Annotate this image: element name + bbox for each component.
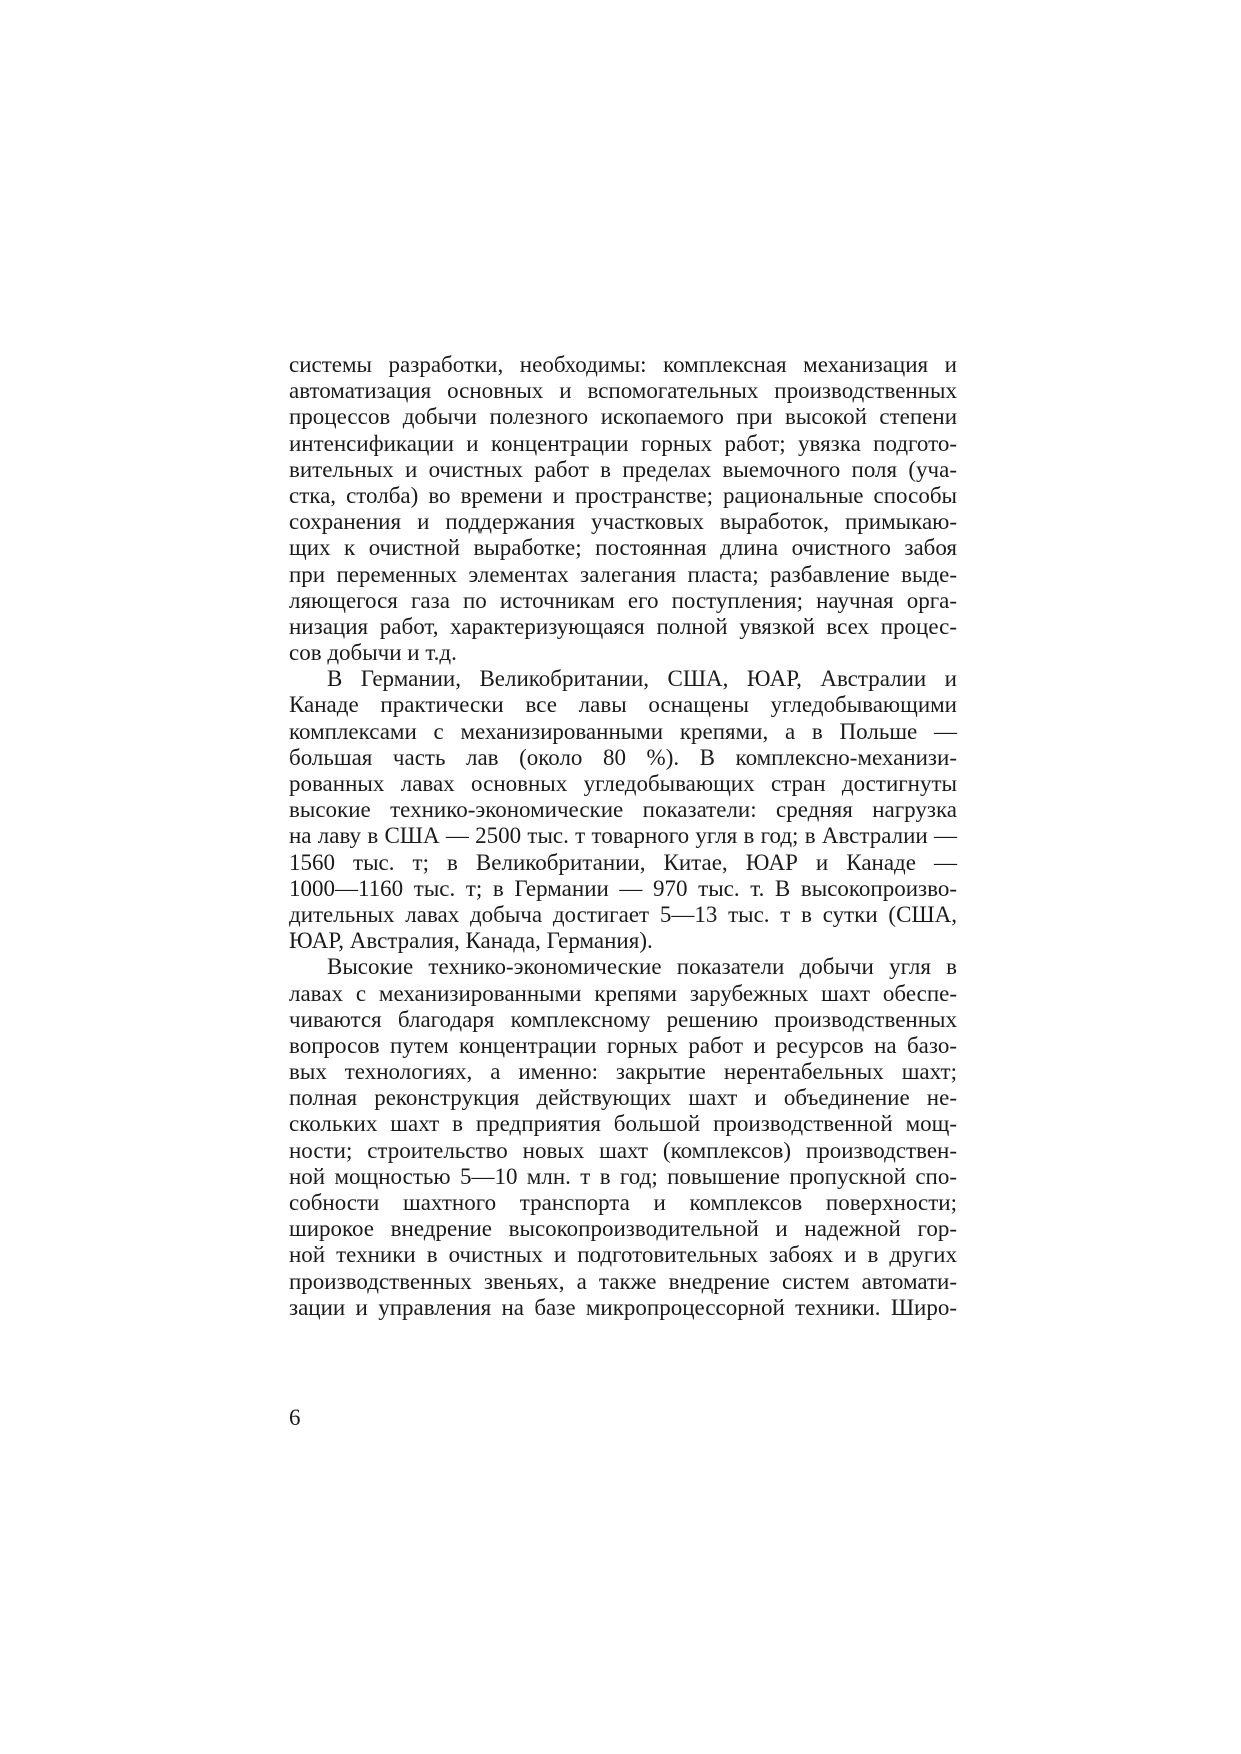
text-line: Канаде практически все лавы оснащены угледобывающими	[289, 692, 957, 718]
text-line: полная реконструкция действующих шахт и объединение не-	[289, 1085, 957, 1111]
text-line: высокие технико-экономические показатели: средняя нагрузка	[289, 797, 957, 823]
text-line: сохранения и поддержания участковых выработок, примыкаю-	[289, 509, 957, 535]
body-text	[289, 352, 957, 1321]
text-line: системы разработки, необходимы: комплексная механизация и	[289, 352, 957, 377]
text-line: вопросов путем концентрации горных работ и ресурсов на базо-	[289, 1032, 957, 1058]
text-line: щих к очистной выработке; постоянная длина очистного забоя	[289, 535, 957, 561]
text-line: низация работ, характеризующаяся полной увязкой всех процес-	[289, 613, 957, 639]
text-line: интенсификации и концентрации горных работ; увязка подгото-	[289, 430, 957, 456]
text-line: при переменных элементах залегания пласта; разбавление выде-	[289, 561, 957, 587]
text-line: В Германии, Великобритании, США, ЮАР, Австралии и	[327, 666, 957, 692]
text-line: ности; строительство новых шахт (комплексов) производствен-	[289, 1137, 957, 1163]
text-line: вых технологиях, а именно: закрытие нерентабельных шахт;	[289, 1059, 957, 1085]
text-line: чиваются благодаря комплексному решению производственных	[289, 1006, 957, 1032]
text-line: вительных и очистных работ в пределах выемочного поля (уча-	[289, 456, 957, 482]
text-line: широкое внедрение высокопроизводительной и надежной гор-	[289, 1216, 957, 1242]
text-line: большая часть лав (около 80 %). В комплексно-механизи-	[289, 744, 957, 770]
text-line: ной техники в очистных и подготовительных забоях и в других	[289, 1242, 957, 1268]
text-line: ЮАР, Австралия, Канада, Германия).	[289, 928, 653, 954]
text-line: лавах с механизированными крепями зарубежных шахт обеспе-	[289, 980, 957, 1006]
text-line: ляющегося газа по источникам его поступления; научная орга-	[289, 587, 957, 613]
text-line: Высокие технико-экономические показатели добычи угля в	[327, 954, 957, 980]
text-line: автоматизация основных и вспомогательных производственных	[289, 378, 957, 404]
text-line: ной мощностью 5—10 млн. т в год; повышение пропускной спо-	[289, 1163, 957, 1189]
text-line: стка, столба) во времени и пространстве; рациональные способы	[289, 482, 957, 508]
text-line: на лаву в США — 2500 тыс. т товарного угля в год; в Австралии —	[289, 823, 957, 849]
text-line: рованных лавах основных угледобывающих стран достигнуты	[289, 771, 957, 796]
text-line: 1560 тыс. т; в Великобритании, Китае, ЮАР и Канаде —	[289, 849, 957, 875]
text-line: сов добычи и т.д.	[289, 640, 457, 666]
text-line: 1000—1160 тыс. т; в Германии — 970 тыс. т. В высокопроизво-	[289, 875, 957, 901]
page-number: 6	[289, 1405, 301, 1430]
text-line: скольких шахт в предприятия большой производственной мощ-	[289, 1111, 957, 1137]
text-line: процессов добычи полезного ископаемого при высокой степени	[289, 404, 957, 430]
text-line: собности шахтного транспорта и комплексов поверхности;	[289, 1190, 957, 1215]
text-line: производственных звеньях, а также внедрение систем автомати-	[289, 1268, 957, 1294]
text-line: зации и управления на базе микропроцессорной техники. Широ-	[289, 1294, 957, 1320]
text-line: дительных лавах добыча достигает 5—13 тыс. т в сутки (США,	[289, 901, 957, 927]
text-line: комплексами с механизированными крепями, а в Польше —	[289, 718, 957, 744]
